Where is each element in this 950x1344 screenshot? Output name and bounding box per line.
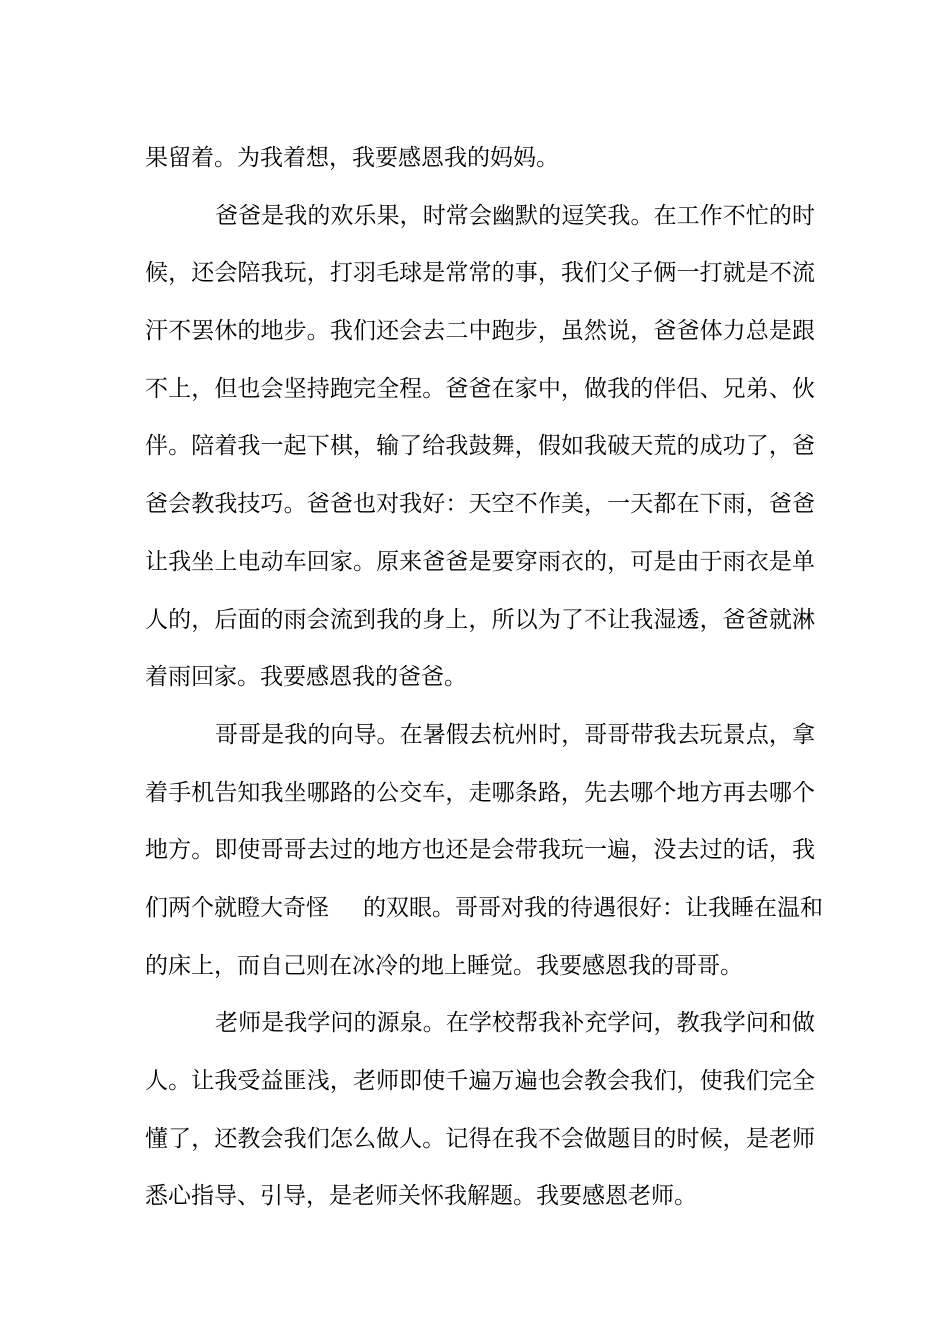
paragraph-4-line-3: 懂了，还教会我们怎么做人。记得在我不会做题目的时候，是老师 [145, 1125, 815, 1152]
paragraph-2-line-7: 让我坐上电动车回家。原来爸爸是要穿雨衣的，可是由于雨衣是单 [145, 548, 815, 575]
document-body [145, 130, 823, 1226]
paragraph-3-line-2: 着手机告知我坐哪路的公交车，走哪条路，先去哪个地方再去哪个 [145, 779, 815, 806]
paragraph-3-line-4-part-2: 的双眼。哥哥对我的待遇很好：让我睡在温和 [363, 894, 823, 921]
paragraph-3-line-3: 地方。即使哥哥去过的地方也还是会带我玩一遍，没去过的话，我 [145, 837, 815, 864]
paragraph-4-line-1: 老师是我学问的源泉。在学校帮我补充学问，教我学问和做 [215, 1010, 815, 1037]
paragraph-2-line-8: 人的，后面的雨会流到我的身上，所以为了不让我湿透，爸爸就淋 [145, 606, 815, 633]
paragraph-4-line-4: 悉心指导、引导，是老师关怀我解题。我要感恩老师。 [145, 1183, 697, 1210]
paragraph-4-line-2: 人。让我受益匪浅，老师即使千遍万遍也会教会我们，使我们完全 [145, 1068, 815, 1094]
paragraph-1-line-1: 果留着。为我着想，我要感恩我的妈妈。 [145, 145, 559, 171]
paragraph-2-line-9: 着雨回家。我要感恩我的爸爸。 [145, 664, 467, 691]
paragraph-2-line-2: 候，还会陪我玩，打羽毛球是常常的事，我们父子俩一打就是不流 [145, 260, 815, 287]
paragraph-3-line-4 [145, 880, 823, 938]
paragraph-3-line-4-part-1: 们两个就瞪大奇怪 [145, 894, 329, 921]
paragraph-2-line-5: 伴。陪着我一起下棋，输了给我鼓舞，假如我破天荒的成功了，爸 [145, 433, 815, 460]
paragraph-2-line-3: 汗不罢休的地步。我们还会去二中跑步，虽然说，爸爸体力总是跟 [145, 318, 815, 345]
paragraph-2-line-6: 爸会教我技巧。爸爸也对我好：天空不作美，一天都在下雨，爸爸 [145, 491, 815, 518]
paragraph-3-line-1: 哥哥是我的向导。在暑假去杭州时，哥哥带我去玩景点，拿 [215, 721, 815, 748]
paragraph-2-line-1: 爸爸是我的欢乐果，时常会幽默的逗笑我。在工作不忙的时 [215, 202, 815, 229]
paragraph-3-line-5: 的床上，而自己则在冰冷的地上睡觉。我要感恩我的哥哥。 [145, 952, 743, 979]
paragraph-2-line-4: 不上，但也会坚持跑完全程。爸爸在家中，做我的伴侣、兄弟、伙 [145, 375, 815, 402]
